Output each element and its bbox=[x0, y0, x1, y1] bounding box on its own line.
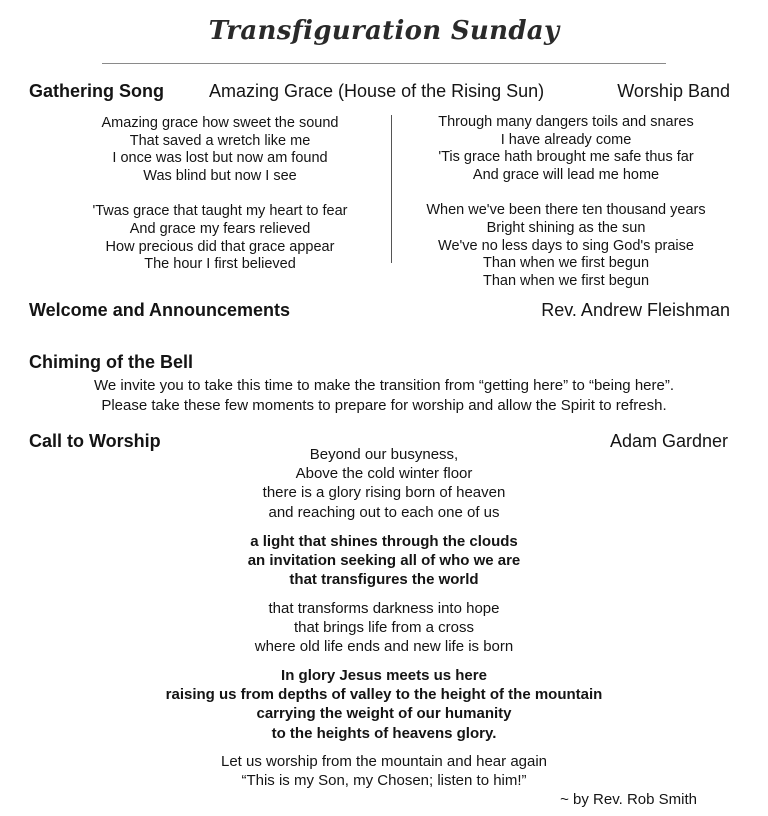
call-to-worship-label: Call to Worship bbox=[29, 431, 161, 451]
lyric-line: And grace will lead me home bbox=[472, 167, 660, 184]
call-stanza bbox=[0, 445, 768, 522]
lyrics-stanza bbox=[396, 114, 736, 185]
call-line: that transforms darkness into hope bbox=[268, 600, 500, 617]
call-line: that brings life from a cross bbox=[293, 619, 475, 637]
call-line: and reaching out to each one of us bbox=[268, 503, 500, 521]
call-stanza-bold bbox=[0, 666, 768, 743]
title-divider bbox=[102, 63, 666, 64]
call-line: a light that shines through the clouds bbox=[250, 533, 518, 550]
lyric-line: And grace my fears relieved bbox=[129, 221, 311, 238]
lyric-line: How precious did that grace appear bbox=[105, 238, 335, 255]
call-stanza bbox=[0, 599, 768, 657]
lyric-line: I have already come bbox=[500, 131, 632, 148]
lyrics-stanza bbox=[50, 115, 390, 186]
welcome-label: Welcome and Announcements bbox=[29, 300, 291, 320]
call-line: carrying the weight of our humanity bbox=[256, 705, 512, 723]
call-line: that transfigures the world bbox=[289, 571, 479, 589]
lyric-line: We've no less days to sing God's praise bbox=[438, 237, 694, 254]
call-line: Beyond our busyness, bbox=[309, 446, 459, 463]
lyric-line: That saved a wretch like me bbox=[129, 132, 311, 149]
author-credit: ~ by Rev. Rob Smith bbox=[560, 791, 697, 808]
call-line: raising us from depths of valley to the height of the mountain bbox=[165, 686, 603, 704]
lyrics-stanza bbox=[50, 203, 390, 274]
lyric-line: Than when we first begun bbox=[482, 255, 650, 272]
lyric-line: 'Twas grace that taught my heart to fear bbox=[92, 203, 348, 220]
chiming-label: Chiming of the Bell bbox=[29, 352, 193, 372]
gathering-song-leader: Worship Band bbox=[617, 81, 730, 101]
call-to-worship-leader: Adam Gardner bbox=[609, 431, 728, 451]
lyric-line: Amazing grace how sweet the sound bbox=[101, 115, 339, 131]
call-stanza bbox=[0, 752, 768, 790]
lyric-line: 'Tis grace hath brought me safe thus far bbox=[438, 149, 694, 166]
call-line: “This is my Son, my Chosen; listen to him!” bbox=[241, 772, 527, 790]
lyric-line: Than when we first begun bbox=[482, 273, 650, 290]
lyrics-stanza bbox=[396, 202, 736, 291]
lyric-line: Through many dangers toils and snares bbox=[438, 114, 694, 130]
call-line: to the heights of heavens glory. bbox=[271, 724, 497, 742]
gathering-song-label: Gathering Song bbox=[29, 81, 164, 101]
lyric-line: The hour I first believed bbox=[144, 256, 296, 273]
lyric-line: Was blind but now I see bbox=[143, 168, 297, 185]
call-line: where old life ends and new life is born bbox=[254, 638, 514, 656]
lyrics-column-divider bbox=[391, 115, 392, 263]
call-line: an invitation seeking all of who we are bbox=[247, 552, 521, 570]
lyric-line: I once was lost but now am found bbox=[112, 150, 328, 167]
lyric-line: When we've been there ten thousand years bbox=[426, 202, 706, 219]
gathering-song-title: Amazing Grace (House of the Rising Sun) bbox=[209, 81, 545, 101]
call-stanza-bold bbox=[0, 532, 768, 590]
call-line: Above the cold winter floor bbox=[295, 465, 473, 483]
call-line: there is a glory rising born of heaven bbox=[262, 484, 506, 502]
chiming-text bbox=[0, 376, 768, 416]
call-line: In glory Jesus meets us here bbox=[281, 667, 487, 684]
welcome-leader: Rev. Andrew Fleishman bbox=[541, 300, 730, 320]
chiming-line: We invite you to take this time to make the transition from “getting here” to “being here”. bbox=[94, 377, 674, 394]
call-line: Let us worship from the mountain and hear again bbox=[220, 753, 548, 770]
lyric-line: Bright shining as the sun bbox=[486, 220, 646, 237]
lyrics-left-column bbox=[50, 115, 390, 292]
chiming-line: Please take these few moments to prepare for worship and allow the Spirit to refresh. bbox=[101, 397, 667, 414]
lyrics-right-column bbox=[396, 114, 736, 308]
page-title: Transfiguration Sunday bbox=[208, 16, 560, 46]
